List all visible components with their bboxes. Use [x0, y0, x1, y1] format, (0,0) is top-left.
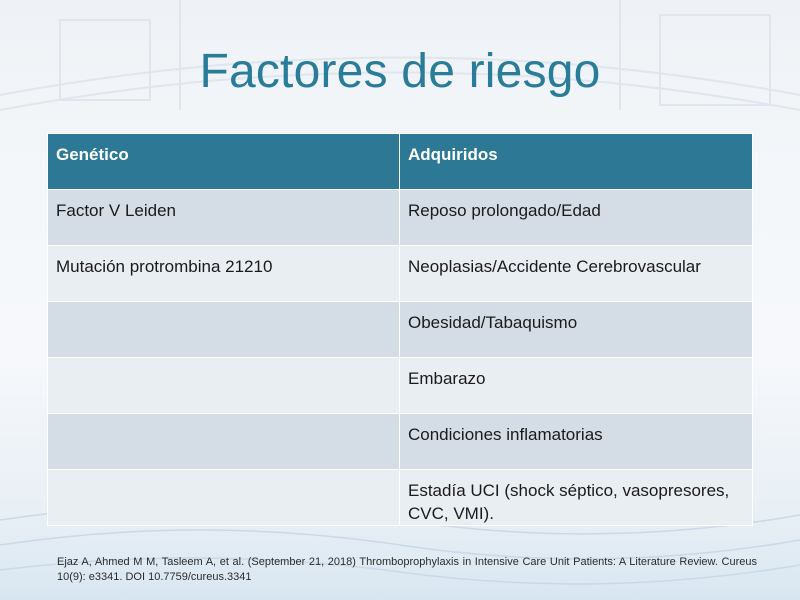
acquired-cell: Obesidad/Tabaquismo	[400, 302, 753, 358]
acquired-cell: Estadía UCI (shock séptico, vasopresores, CVC, VMI).	[400, 470, 753, 526]
acquired-cell: Embarazo	[400, 358, 753, 414]
acquired-cell: Condiciones inflamatorias	[400, 414, 753, 470]
table-row	[48, 358, 753, 414]
genetic-cell	[48, 470, 400, 526]
risk-factors-table	[47, 133, 753, 526]
table-row	[48, 246, 753, 302]
acquired-cell: Neoplasias/Accidente Cerebrovascular	[400, 246, 753, 302]
citation-reference: Ejaz A, Ahmed M M, Tasleem A, et al. (September 21, 2018) Thromboprophylaxis in Intensive Care Unit Patients: A Literature Review. Cureus 10(9): e3341. DOI 10.7759/cureus.3341	[57, 556, 757, 583]
genetic-cell: Mutación protrombina 21210	[48, 246, 400, 302]
genetic-cell: Factor V Leiden	[48, 190, 400, 246]
table-row	[48, 302, 753, 358]
table-header-row	[48, 134, 753, 190]
genetic-cell	[48, 302, 400, 358]
header-acquired: Adquiridos	[400, 134, 753, 190]
genetic-cell	[48, 358, 400, 414]
table-row	[48, 470, 753, 526]
table-row	[48, 190, 753, 246]
table-row	[48, 414, 753, 470]
slide-title: Factores de riesgo	[199, 45, 601, 98]
genetic-cell	[48, 414, 400, 470]
header-genetic: Genético	[48, 134, 400, 190]
acquired-cell: Reposo prolongado/Edad	[400, 190, 753, 246]
